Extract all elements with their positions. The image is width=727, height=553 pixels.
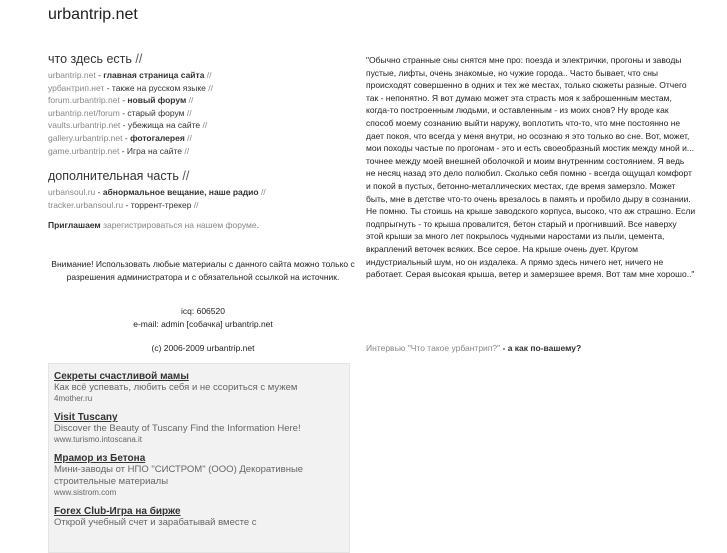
ad-item [54, 371, 349, 403]
link-host[interactable]: urbansoul.ru [48, 187, 96, 198]
list-item: urbantrip.net - главная страница сайта // [48, 70, 212, 80]
ad-url[interactable]: www.sistrom.com [54, 488, 117, 497]
link-host[interactable]: urbantrip.net/forum [48, 107, 120, 118]
ad-title[interactable]: Мрамор из Бетона [54, 453, 146, 464]
ad-text: Мини-заводы от НПО "СИСТРОМ" (ООО) Декоративные строительные материалы [54, 464, 304, 487]
copyright-notice: Внимание! Использовать любые материалы с данного сайта можно только с разрешения администратора и с обязательной ссылкой на источник. [51, 259, 355, 282]
link-host[interactable]: tracker.urbansoul.ru [48, 199, 124, 210]
ad-block [48, 363, 350, 553]
ad-text: Как всё успевать, любить себя и не ссориться с мужем [54, 382, 298, 393]
link-host[interactable]: urbantrip.net [48, 70, 96, 80]
list-item: forum.urbantrip.net - новый форум // [48, 95, 194, 106]
link-host[interactable]: gallery.urbantrip.net [48, 132, 123, 143]
list-item: tracker.urbansoul.ru - торрент-трекер // [48, 199, 199, 210]
section-heading-extra: дополнительная часть // [48, 169, 190, 184]
ad-title[interactable]: Forex Club-Игра на бирже [54, 506, 181, 517]
email-address: e-mail: admin [собачка] urbantrip.net [133, 318, 273, 329]
ad-text: Discover the Beauty of Tuscany Find the Information Here! [54, 423, 301, 434]
ad-text: Открой учебный счет и зарабатывай вместе с [54, 517, 257, 528]
register-link[interactable]: зарегистрироваться на нашем форуме [103, 220, 257, 231]
extra-links-list [48, 186, 348, 211]
link-host[interactable]: vaults.urbantrip.net [48, 120, 121, 131]
list-item: vaults.urbantrip.net - убежища на сайте // [48, 120, 208, 131]
invite-line: Приглашаем зарегистрироваться на нашем форуме. [48, 220, 259, 231]
left-column [48, 52, 348, 230]
contacts [48, 305, 358, 330]
ad-url[interactable]: 4mother.ru [54, 394, 93, 403]
list-item: урбантрип.нет - также на русском языке // [48, 82, 213, 93]
ad-title[interactable]: Visit Tuscany [54, 412, 118, 423]
list-item: urbantrip.net/forum - старый форум // [48, 107, 192, 118]
site-title[interactable]: urbantrip.net [48, 6, 138, 23]
link-host[interactable]: forum.urbantrip.net [48, 95, 120, 106]
dream-quote: "Обычно странные сны снятся мне про: поезда и электрички, прогоны и заводы пустые, лифты, очень знакомые, но чужие города.. Часто бывает, что сны происходят совершенно в одних и тех же местах, только сюжеты разные. Отчего так - непонятно. Я вот думаю может эта страсть моя к заброшенным местам, когда-то построенным людьми, и оставленным - из моих снов? Ну вроде как способ моему сознанию выйти наружу, воплотить что-то, что мне постоянно не дает покоя, что всегда у меня внутри, но осознаю я это только во сне. Вот, может, мои походы частые по прогонам - это и есть своеобразный мостик между мной и... точнее между моей внешней оболочкой и моим внутренним состоянием. Я ведь не несяц назад это дело полюбил. Сколько себя помню - всегда ощущал комфорт и покой в пустых, бетонно-металлических местах, где время замерзло. Может быть, мне в детстве что-то очень врезалось в память и пробило дыру в сознании. Не помню. Ты стоишь на крыше заводского корпуса, высоко, что аж страшно. Если подпрыгнуть - то крыша провалится, бетон старый и прогнивший. Все наверху этой крыши за много лет покрылось чудными наростами из пыли, цемента, вкраплений веточек всяких. Все серое. На крыше очень дует. Кругом индустриальный шум, но он издалека. А прямо здесь ничего нет, ничего не работает. Серая высокая крыша, ветер и замерзшее время. Вот там мне хорошо.." [366, 55, 696, 280]
list-item: game.urbantrip.net - Игра на сайте // [48, 145, 190, 156]
copyright: (c) 2006-2009 urbantrip.net [151, 343, 255, 353]
list-item: urbansoul.ru - абнормальное вещание, наше радио // [48, 187, 266, 198]
ad-item [54, 453, 349, 497]
main-links-list [48, 69, 348, 157]
interview-line: Интервью "Что такое урбантрип?" - а как по-вашему? [366, 343, 582, 353]
link-host[interactable]: game.urbantrip.net [48, 145, 120, 156]
ad-item [54, 412, 349, 444]
interview-link[interactable]: Интервью "Что такое урбантрип?" [366, 343, 501, 353]
icq-number: icq: 606520 [181, 306, 225, 316]
ad-url[interactable]: www.turismo.intoscana.it [54, 435, 143, 444]
ad-title[interactable]: Секреты счастливой мамы [54, 371, 189, 382]
link-host[interactable]: урбантрип.нет [48, 82, 105, 93]
list-item: gallery.urbantrip.net - фотогалерея // [48, 132, 192, 143]
section-heading-main: что здесь есть // [48, 52, 143, 66]
ad-item [54, 506, 349, 529]
